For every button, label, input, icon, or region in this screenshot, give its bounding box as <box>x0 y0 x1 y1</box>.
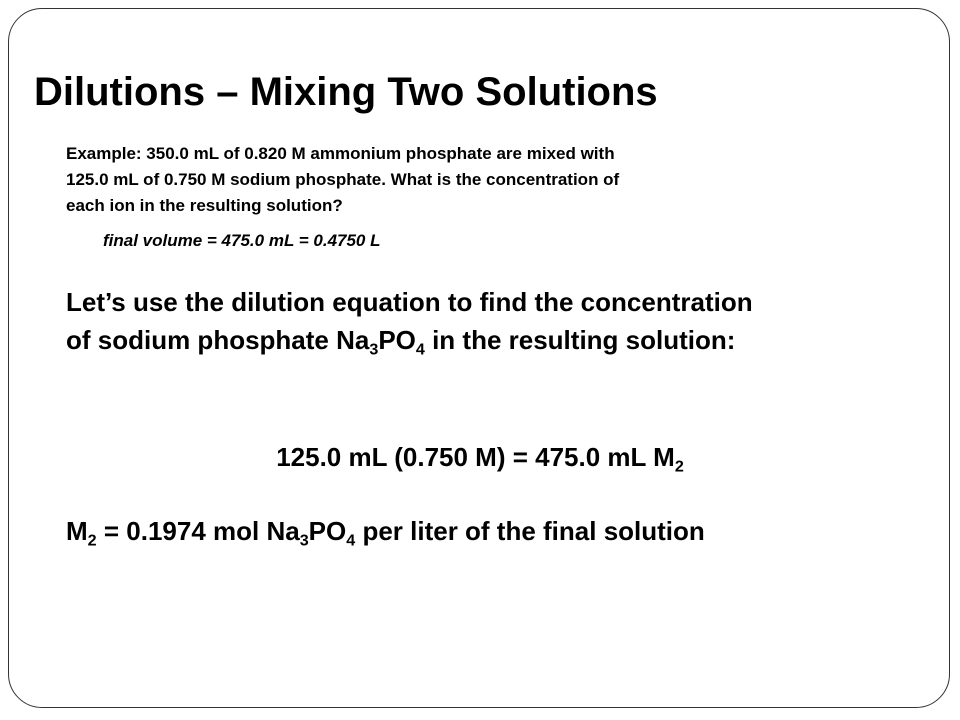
result-subscript-3: 3 <box>299 531 309 550</box>
result-tail: per liter of the final solution <box>355 516 705 546</box>
example-line-2: 125.0 mL of 0.750 M sodium phosphate. What is the concentration of <box>66 170 620 189</box>
result-subscript-2: 2 <box>87 531 97 550</box>
slide-title: Dilutions – Mixing Two Solutions <box>34 70 658 114</box>
example-line-3: each ion in the resulting solution? <box>66 196 343 215</box>
equation-subscript: 2 <box>674 457 684 476</box>
example-problem <box>66 141 866 219</box>
result-m: M <box>66 516 88 546</box>
result-statement <box>66 512 705 550</box>
intro-line-1: Let’s use the dilution equation to find the concentration <box>66 287 753 317</box>
intro-line-2 <box>66 321 753 359</box>
intro-subscript-4: 4 <box>415 340 425 359</box>
result-value: = 0.1974 mol Na <box>96 516 300 546</box>
intro-line-2-mid: PO <box>378 325 416 355</box>
result-po: PO <box>308 516 347 546</box>
equation-text: 125.0 mL (0.750 M) = 475.0 mL M <box>276 442 675 472</box>
intro-line-2-post: in the resulting solution: <box>424 325 736 355</box>
intro-text <box>66 283 753 359</box>
result-subscript-4: 4 <box>346 531 356 550</box>
final-volume-note: final volume = 475.0 mL = 0.4750 L <box>103 231 381 250</box>
intro-subscript-3: 3 <box>369 340 379 359</box>
example-line-1: Example: 350.0 mL of 0.820 M ammonium phosphate are mixed with <box>66 144 615 163</box>
intro-line-2-pre: of sodium phosphate Na <box>66 325 370 355</box>
dilution-equation <box>0 438 960 476</box>
